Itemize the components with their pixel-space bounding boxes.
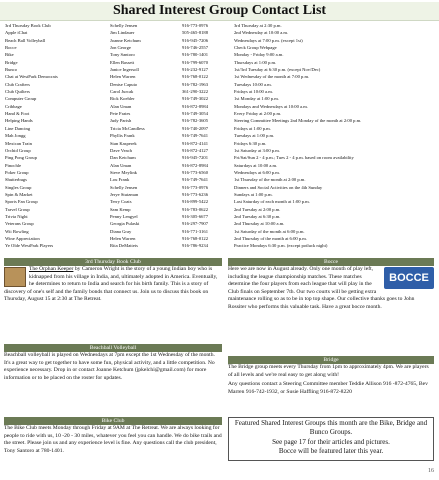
contact-name: Georgia Pulaski (110, 221, 140, 227)
group-name: Poker Group (5, 169, 29, 175)
meeting-time: Tuesdays 10:00 a.m. (234, 81, 272, 87)
group-name: Ye Olde WestPark Players (5, 243, 54, 249)
meeting-time: Steering Committee Meetings 2nd Monday of the month at 2:00 p.m. (234, 118, 362, 124)
page-number: 16 (428, 468, 434, 474)
featured-groups-box (228, 417, 434, 461)
group-name: Mexican Train (5, 140, 32, 146)
meeting-time: 3rd Thursday at 2:30 p.m. (234, 23, 282, 28)
table-row (4, 95, 439, 102)
table-row (4, 154, 439, 161)
contact-phone: 916-773-6560 (182, 169, 209, 175)
table-row (4, 44, 439, 51)
contact-name: Diana Gray (110, 228, 132, 234)
meeting-time: 1st Monday at 1:00 p.m. (234, 96, 279, 102)
group-name: Veterans Group (5, 221, 34, 227)
contact-table (4, 22, 439, 250)
meeting-time: 2nd Thursday of the month at 6:00 p.m. (234, 235, 308, 241)
book-club-text (4, 266, 222, 304)
contact-phone: 916-799-6070 (182, 59, 209, 65)
bocce-body: Here we are now in August already. Only one month of play left, including the league championship matches. These matches determine the four players from each league that will play in the Club finals on September 7th. Our two courts will be getting extra maintenance rolling so as to be in top top shape. Our collective thanks goes to John Rossiter who performs this valuable task. Have a great bocce month. (228, 266, 415, 310)
group-name: Bridge (5, 59, 18, 65)
bridge-section (228, 356, 434, 414)
table-row (4, 220, 439, 227)
contact-name: Rita DeMatteis (110, 243, 138, 249)
group-name: Apple iChat (5, 30, 28, 36)
contact-name: Ellen Bassett (110, 59, 135, 65)
contact-phone: 916-297-7907 (182, 221, 209, 227)
contact-phone: 916-872-8984 (182, 162, 209, 168)
volleyball-body: Beachball volleyball is played on Wednesdays at 7pm except the 1st Wednesday of the month. It's a great way to get together to have some fun, physical activity, and a little competition. No experience necessary. Drop in or contact Joanne Ketchum (jpkelchi@gmail.com) for more information or to be placed on the roster for updates. (4, 352, 215, 381)
meeting-time: 2nd Wednesday at 10:00 a.m. (234, 30, 289, 36)
meeting-time: 1st/3rd Tuesday at 6:30 p.m. (except Nov/Dec) (234, 67, 321, 73)
table-row (4, 117, 439, 124)
contact-name: Tricia McCandless (110, 125, 145, 131)
meeting-time: Thursdays at 1:00 p.m. (234, 59, 277, 65)
contact-phone: 916-773-6236 (182, 191, 209, 197)
group-name: Bocce (5, 45, 17, 51)
group-name: Bike (5, 52, 14, 58)
bocce-logo: BOCCE (384, 267, 434, 289)
group-name: Mah Jongg (5, 133, 26, 139)
contact-phone: 916-740-2097 (182, 125, 209, 131)
group-name: Line Dancing (5, 125, 31, 131)
meeting-time: Wednesdays at 6:00 p.m. (234, 169, 280, 175)
group-name: Computer Group (5, 96, 37, 102)
contact-phone: 916-305-6677 (182, 213, 209, 219)
meeting-time: Fridays at 1:00 p.m. (234, 125, 271, 131)
contact-phone: 916-872-4141 (182, 140, 209, 146)
contact-phone: 916-749-7641 (182, 177, 209, 183)
table-row (4, 110, 439, 117)
group-name: 3rd Thursday Book Club (5, 23, 51, 28)
table-row (4, 22, 439, 29)
meeting-time: Fridays 6:30 p.m. (234, 140, 267, 146)
bocce-heading: Bocce (228, 258, 434, 266)
group-name: Wii Bowling (5, 228, 29, 234)
contact-phone: 916-782-1963 (182, 81, 209, 87)
contact-name: Helen Warren (110, 74, 136, 80)
page-title: Shared Interest Group Contact List (0, 2, 439, 21)
contact-name: Penny Lengyel (110, 213, 138, 219)
contact-name: Lou Frank (110, 177, 130, 183)
contact-phone: 916-872-8984 (182, 103, 209, 109)
contact-phone: 916-768-0122 (182, 235, 209, 241)
contact-name: Dan Ketchum (110, 155, 136, 161)
meeting-time: 1st Wednesday of the month at 7:00 p.m. (234, 74, 310, 80)
contact-phone: 361-290-3222 (182, 89, 209, 95)
contact-name: Tony Santoro (110, 52, 135, 58)
table-row (4, 206, 439, 213)
bridge-heading: Bridge (228, 356, 434, 364)
contact-phone: 916-232-9127 (182, 67, 209, 73)
group-name: Trivia Night (5, 213, 28, 219)
book-cover-image (4, 267, 26, 287)
book-club-section (4, 258, 222, 346)
group-name: Ping Pong Group (5, 155, 37, 161)
meeting-time: Fri/Sat/Sun 2 - 4 p.m.; Tues 2 - 4 p.m. based on room availability (234, 155, 354, 161)
table-row (4, 81, 439, 88)
meeting-time: 1st Saturday of the month at 6:00 p.m. (234, 228, 305, 234)
contact-phone: 916-749-3054 (182, 111, 209, 117)
contact-name: Helen Warren (110, 235, 136, 241)
contact-phone: 505-465-8188 (182, 30, 209, 36)
table-row (4, 169, 439, 176)
table-row (4, 103, 439, 110)
contact-name: Denise Caputo (110, 81, 138, 87)
contact-phone: 916-945-7206 (182, 37, 209, 43)
meeting-time: Wednesdays at 7:00 p.m. (except 1st) (234, 37, 303, 43)
meeting-time: Fridays at 10:00 a.m. (234, 89, 273, 95)
meeting-time: Saturdays at 10:00 a.m. (234, 162, 278, 168)
meeting-time: 2nd Tuesday at 6:30 p.m. (234, 213, 281, 219)
meeting-time: 1st Saturday at 3:00 p.m. (234, 147, 280, 153)
contact-table-body (4, 22, 439, 250)
meeting-time: 1st Thursday of the month at 2:00 p.m. (234, 177, 306, 183)
contact-name: Pete Frates (110, 111, 131, 117)
contact-name: Dave Veach (110, 147, 132, 153)
group-name: Chat at WestPark Democrats (5, 74, 58, 80)
bocce-section (228, 258, 434, 356)
contact-name: Schelly Jensen (110, 184, 138, 190)
table-row (4, 176, 439, 183)
contact-name: Jerye Stutzman (110, 191, 139, 197)
book-club-body: by Cameron Wright is the story of a young Indian boy who is kidnapped from his village in India, and, ultimately adopted in America. Eventually, he determines to return to India and search for his birth family. This is a story of discovery of one's self and the family bonds that connect us. Join us to discuss this book on Thursday, August 15 at 2:30 at The Retreat. (4, 266, 218, 303)
contact-phone: 916-780-1401 (182, 52, 209, 58)
featured-line-2: See page 17 for their articles and pictures. (272, 437, 390, 446)
contact-name: Alan Uman (110, 103, 132, 109)
table-row (4, 147, 439, 154)
table-row (4, 132, 439, 139)
table-row (4, 198, 439, 205)
meeting-time: Tuesdays at 1:00 p.m. (234, 133, 275, 139)
contact-name: Joanne Ketchum (110, 37, 141, 43)
bike-club-heading: Bike Club (4, 417, 222, 425)
group-name: Bunco (5, 67, 17, 73)
volleyball-heading: Beachball Volleyball (4, 344, 222, 352)
table-row (4, 140, 439, 147)
contact-phone: 916-945-7201 (182, 155, 209, 161)
contact-name: Phyllis Frank (110, 133, 135, 139)
contact-phone: 916-773-0976 (182, 184, 209, 190)
table-row (4, 235, 439, 242)
bridge-body-1: The Bridge group meets every Thursday from 1pm to approximately 4pm. We are players of all levels and we're real easy to get along with! (228, 364, 429, 378)
contact-name: Alan Uman (110, 162, 132, 168)
table-row (4, 66, 439, 73)
table-row (4, 51, 439, 58)
table-row (4, 191, 439, 198)
meeting-time: 2nd Tuesday at 2:00 p.m. (234, 206, 281, 212)
table-row (4, 213, 439, 220)
contact-name: Sam Kemp (110, 206, 131, 212)
contact-phone: 916-771-3161 (182, 228, 209, 234)
meeting-time: Last Saturday of each month at 1:00 p.m. (234, 199, 310, 205)
meeting-time: 2nd Thursday at 10:00 a.m. (234, 221, 285, 227)
book-title: The Orphan Keeper (29, 266, 74, 272)
contact-name: Rick Koehler (110, 96, 135, 102)
featured-line-1: Featured Shared Interest Groups this month are the Bike, Bridge and Bunco Groups. (234, 419, 428, 437)
contact-name: Judy Parish (110, 118, 132, 124)
contact-phone: 916-783-0622 (182, 206, 209, 212)
contact-name: Janice Ingersoll (110, 67, 139, 73)
group-name: Helping Hands (5, 118, 33, 124)
meeting-time: Every Friday at 2:00 p.m. (234, 111, 282, 117)
meeting-time: Mondays and Wednesdays at 10:00 a.m. (234, 103, 308, 109)
meeting-time: Monday - Friday 9:00 a.m. (234, 52, 284, 58)
contact-name: Carol Jurcak (110, 89, 134, 95)
contact-phone: 916-786-9234 (182, 243, 209, 249)
group-name: Beach Ball Volleyball (5, 37, 46, 43)
table-row (4, 73, 439, 80)
meeting-time: Sundays at 1:00 p.m. (234, 191, 273, 197)
contact-name: Jim Lindauer (110, 30, 135, 36)
contact-phone: 916-899-5422 (182, 199, 209, 205)
contact-phone: 916-749-7641 (182, 133, 209, 139)
meeting-time: Practice Mondays 6:30 p.m. (except potluck night) (234, 243, 328, 249)
group-name: Sports Fan Group (5, 199, 38, 205)
group-name: Singles Group (5, 184, 32, 190)
table-row (4, 184, 439, 191)
contact-phone: 916-872-4127 (182, 147, 209, 153)
contact-name: Steve Meylink (110, 169, 137, 175)
group-name: Wine Appreciation (5, 235, 40, 241)
table-row (4, 59, 439, 66)
meeting-time: Check Group Webpage (234, 45, 277, 51)
group-name: Shutterbugs (5, 177, 27, 183)
table-row (4, 242, 439, 249)
group-name: Travel Group (5, 206, 30, 212)
group-name: Pinochle (5, 162, 22, 168)
table-row (4, 228, 439, 235)
contact-phone: 916-768-0122 (182, 74, 209, 80)
contact-phone: 916-749-3022 (182, 96, 209, 102)
book-club-heading: 3rd Thursday Book Club (4, 258, 222, 266)
contact-name: Schelly Jensen (110, 23, 138, 28)
group-name: Spin & Market (5, 191, 33, 197)
table-row (4, 125, 439, 132)
volleyball-section (4, 344, 222, 414)
table-row (4, 29, 439, 36)
group-name: Cribbage (5, 103, 22, 109)
table-row (4, 37, 439, 44)
bike-club-section (4, 417, 222, 479)
featured-line-3: Bocce will be featured later this year. (278, 447, 384, 456)
contact-phone: 916-782-3605 (182, 118, 209, 124)
contact-name: Stan Kasperek (110, 140, 137, 146)
bridge-body-2: Any questions contact a Steering Committee member Teddie Allison 916 -872-4765, Bev Marren 916-742-1932, or Susie Haffling 916-872-8220 (228, 381, 428, 395)
bike-club-body: The Bike Club meets Monday through Friday at 9AM at The Retreat. We are always looking for people to ride with us, 10 -20 - 30 miles, whatever you feel you can handle. We do bike trails and the street. Please join us and any experience level is fine. Any questions call the club president, Tony Santoro at 780-1401. (4, 425, 222, 454)
contact-phone: 916-773-0976 (182, 23, 209, 28)
contact-phone: 916-746-2557 (182, 45, 209, 51)
group-name: Hand & Foot (5, 111, 30, 117)
group-name: Club Quilters (5, 89, 30, 95)
table-row (4, 162, 439, 169)
table-row (4, 88, 439, 95)
group-name: Club Crafters (5, 81, 30, 87)
meeting-time: Dinners and Social Activities on the 4th Sunday (234, 184, 323, 190)
contact-name: Jon George (110, 45, 131, 51)
group-name: Orchid Group (5, 147, 31, 153)
contact-name: Terry Coats (110, 199, 132, 205)
